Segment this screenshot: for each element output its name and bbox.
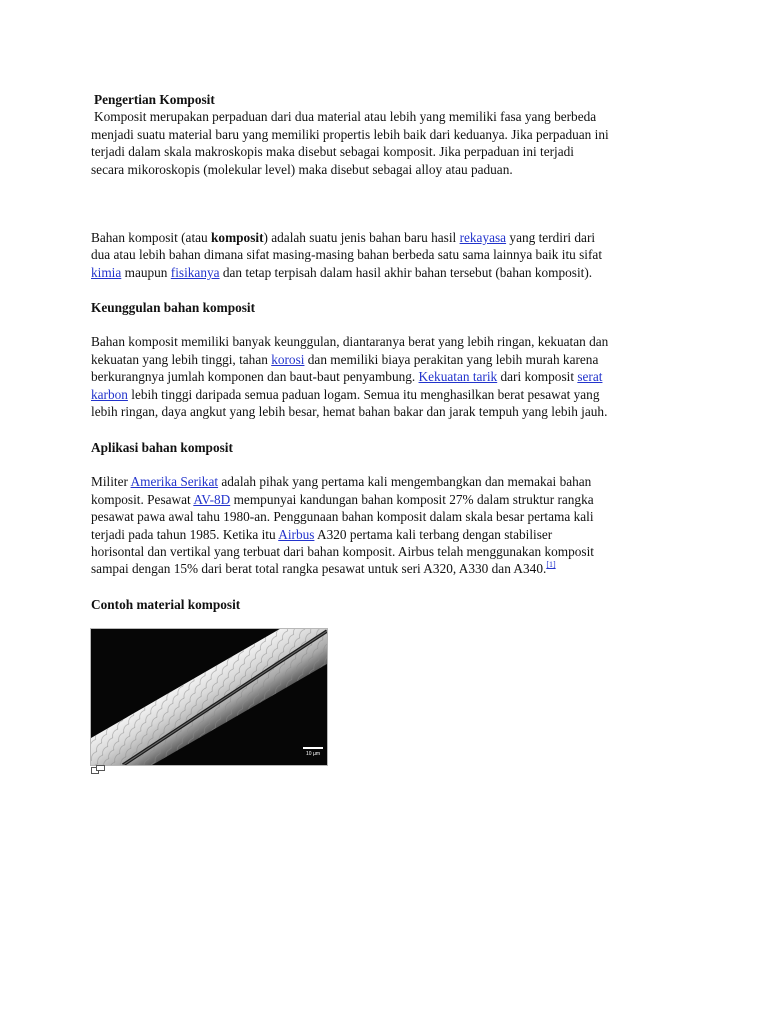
link-kekuatan-tarik[interactable]: Kekuatan tarik [418, 369, 498, 385]
paragraph-line: Bahan komposit memiliki banyak keunggulan, diantaranya berat yang lebih ringan, kekuatan dan [91, 334, 609, 350]
section-title: Aplikasi bahan komposit [91, 440, 233, 455]
paragraph-line: dua atau lebih bahan dimana sifat masing-masing bahan berbeda satu sama lainnya baik itu sifat [91, 247, 603, 263]
composite-micrograph-image [90, 628, 328, 766]
paragraph-line: kimia maupun fisikanya dan tetap terpisah dalam hasil akhir bahan tersebut (bahan komposit). [91, 264, 593, 280]
paragraph-line: terjadi dalam skala makroskopis maka disebut sebagai komposit. Jika perpaduan ini terjadi [91, 144, 574, 160]
paragraph-line: horisontal dan vertikal yang terbuat dari bahan komposit. Airbus telah menggunakan komposit [91, 544, 594, 560]
reference-link[interactable]: [1] [546, 560, 556, 570]
image-placeholder-icon [91, 765, 105, 774]
link-rekayasa[interactable]: rekayasa [459, 230, 507, 245]
paragraph-line: secara mikoroskopis (molekular level) maka disebut sebagai alloy atau paduan. [91, 161, 513, 177]
paragraph-line: Komposit merupakan perpaduan dari dua material atau lebih yang memiliki fasa yang berbeda [94, 109, 597, 125]
scale-bar-label: 10 µm [306, 751, 320, 757]
section-title: Pengertian Komposit [94, 92, 215, 107]
link-amerika-serikat[interactable]: Amerika Serikat [130, 474, 219, 490]
section-title: Keunggulan bahan komposit [91, 300, 256, 315]
paragraph-line: lebih ringan, daya angkut yang lebih besar, hemat bahan bakar dan jarak tempuh yang lebih jauh. [91, 404, 608, 420]
paragraph-line: Bahan komposit (atau komposit) adalah suatu jenis bahan baru hasil rekayasa yang terdiri dari [91, 230, 596, 245]
section-definition [91, 91, 691, 178]
paragraph-line: komposit. Pesawat AV-8D mempunyai kandungan bahan komposit 27% dalam struktur rangka [91, 491, 594, 507]
link-serat-karbon[interactable]: serat [577, 369, 603, 385]
paragraph-line: berkurangnya jumlah komponen dan baut-baut penyambung. Kekuatan tarik dari komposit serat [91, 369, 603, 385]
link-korosi[interactable]: korosi [271, 351, 305, 367]
section-intro [91, 229, 691, 281]
section-example [91, 596, 691, 613]
paragraph-line: kekuatan yang lebih tinggi, tahan korosi dan memiliki biaya perakitan yang lebih murah karena [91, 351, 599, 367]
link-fisikanya[interactable]: fisikanya [170, 264, 220, 280]
paragraph-line: pesawat pawa awal tahu 1980-an. Penggunaan bahan komposit dalam skala besar pertama kali [91, 509, 594, 525]
bold-term: komposit [211, 230, 264, 245]
section-applications [91, 439, 691, 578]
section-title: Contoh material komposit [91, 597, 241, 612]
link-kimia[interactable]: kimia [91, 264, 122, 280]
link-av-8d[interactable]: AV-8D [193, 491, 231, 507]
section-advantages [91, 299, 691, 420]
link-airbus[interactable]: Airbus [278, 526, 315, 542]
paragraph-line: terjadi pada tahun 1985. Ketika itu Airbus A320 pertama kali terbang dengan stabiliser [91, 526, 553, 542]
paragraph-line: menjadi suatu material baru yang memiliki propertis lebih baik dari keduanya. Jika perpaduan ini [91, 126, 609, 142]
link-serat-karbon[interactable]: karbon [91, 386, 128, 402]
micrograph-drawing [91, 629, 327, 765]
paragraph-line: Militer Amerika Serikat adalah pihak yang pertama kali mengembangkan dan memakai bahan [91, 474, 592, 490]
paragraph-line: sampai dengan 15% dari berat total rangka pesawat untuk seri A320, A330 dan A340.[1] [91, 560, 556, 577]
paragraph-line: karbon lebih tinggi daripada semua paduan logam. Semua itu menghasilkan berat pesawat yang [91, 386, 600, 402]
